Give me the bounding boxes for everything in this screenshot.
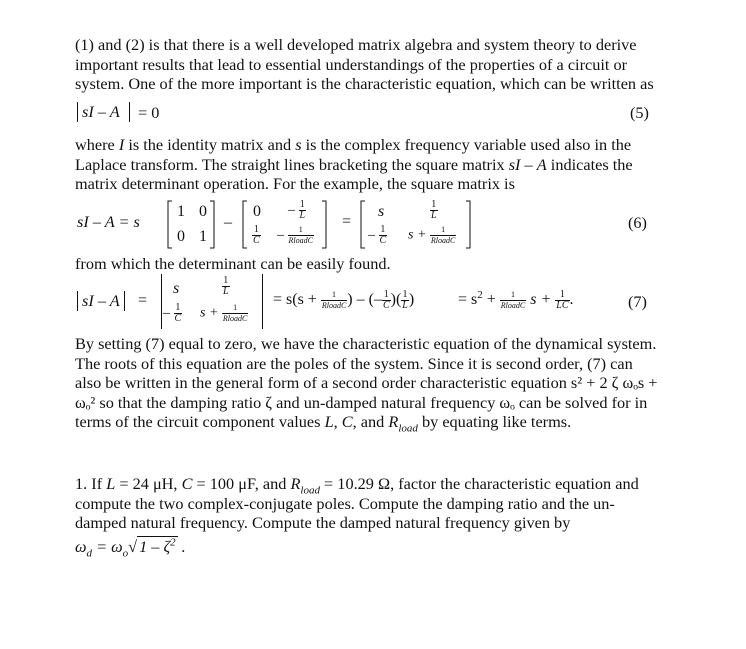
text: terms of the circuit component values: [75, 412, 325, 432]
math-var: C: [379, 235, 387, 246]
matrix-cell: [408, 225, 456, 246]
denominator: [430, 236, 456, 246]
eq5-rhs: = 0: [138, 103, 160, 122]
math-expr: s +: [408, 227, 427, 243]
text-line: also be written in the general form of a second order characteristic equation s² + 2 ζ ωₒs +: [75, 373, 658, 393]
denominator: [222, 314, 248, 324]
fraction: [174, 303, 183, 324]
numerator: 1: [380, 224, 386, 235]
numerator: 1: [223, 275, 229, 286]
text: 1. If: [75, 474, 107, 493]
denominator: [174, 314, 183, 324]
text-line: matrix determinant operation. For the example, the square matrix is: [75, 174, 515, 194]
math-expr: .: [177, 536, 186, 556]
sign: –: [288, 202, 295, 218]
math-var: RloadC: [430, 236, 456, 245]
sign: –: [163, 305, 170, 321]
denominator: [500, 301, 526, 311]
subscript: o: [122, 547, 129, 560]
fraction: [299, 200, 307, 221]
matrix-cell: [288, 200, 306, 221]
math-expr: = s(s +: [273, 291, 317, 309]
sign: –: [277, 227, 284, 243]
math-var: ω: [75, 536, 87, 556]
matrix-cell: [368, 225, 387, 246]
eq6-lhs: sI – A = s: [77, 212, 140, 231]
denominator: [222, 287, 230, 297]
subscript: d: [86, 547, 92, 560]
matrix-cell: 0: [199, 203, 207, 220]
text-line: [75, 412, 705, 435]
sign: –: [368, 227, 375, 243]
fraction: [500, 290, 526, 311]
math-var: R: [290, 474, 301, 493]
exponent: 2: [170, 536, 176, 549]
math-var: RloadC: [222, 314, 248, 323]
denominator: [321, 301, 347, 311]
numerator: 1: [431, 199, 437, 210]
text: ,: [333, 412, 342, 432]
text-line: important results that lead to essential understandings of the properties of a circuit or: [75, 54, 628, 74]
denominator: [299, 211, 307, 221]
matrix-cell: 1: [199, 228, 207, 245]
eq5-lhs: sI – A: [82, 102, 120, 121]
math-expr: ) – (–: [347, 291, 382, 309]
text: = 24 μH,: [115, 474, 182, 493]
numerator: 1: [430, 225, 456, 236]
text: by equating like terms.: [417, 412, 572, 432]
fraction: [379, 225, 388, 246]
math-var: RloadC: [500, 301, 526, 310]
math-var: RloadC: [321, 301, 347, 310]
damped-frequency-formula: [75, 536, 705, 560]
equals-sign: =: [138, 292, 148, 309]
matrix-cell: [252, 225, 261, 246]
text-line: damped natural frequency. Compute the damped natural frequency given by: [75, 513, 571, 533]
det-bar: [124, 291, 125, 311]
denominator: [252, 236, 261, 246]
math-var: L: [431, 210, 437, 221]
det-bar: [262, 274, 263, 329]
math-expr: = ω: [92, 536, 123, 556]
fraction: [382, 290, 391, 311]
math-var: A: [536, 154, 547, 174]
text-line: By setting (7) equal to zero, we have the characteristic equation of the dynamical system.: [75, 334, 657, 353]
text-line: compute the two complex-conjugate poles. Compute the damping ratio and the un-: [75, 493, 615, 513]
text: = 10.29 Ω, factor the characteristic equation and: [319, 474, 639, 493]
fraction: [430, 200, 438, 221]
denominator: [555, 301, 569, 311]
math-var: C: [181, 474, 193, 493]
math-expr: s +: [200, 305, 219, 321]
subscript: load: [398, 422, 418, 435]
text-line: [75, 474, 705, 497]
radicand: [137, 536, 178, 556]
math-expr: .: [569, 291, 574, 309]
paragraph-determinant: [75, 254, 705, 274]
math-var: s: [295, 135, 302, 154]
text: = 100 μF, and: [192, 474, 291, 493]
math-var: L: [299, 210, 306, 221]
det-bar: [77, 291, 78, 311]
eq6-number: (6): [628, 213, 647, 232]
fraction: [222, 303, 248, 324]
matrix-cell: [277, 225, 314, 246]
math-var: L: [223, 286, 229, 297]
eq5-number: (5): [630, 103, 649, 122]
math-expr: +: [482, 291, 496, 309]
det-bar: [161, 274, 162, 329]
math-expr: = s: [458, 291, 478, 309]
fraction: [222, 276, 230, 297]
det-cell: s: [173, 280, 180, 297]
fraction: [252, 225, 261, 246]
numerator: 1: [299, 199, 305, 210]
minus-sign: –: [224, 214, 232, 231]
math-var: LC: [556, 300, 569, 311]
fraction: [321, 290, 347, 311]
denominator: [430, 211, 438, 221]
text-line: from which the determinant can be easily found.: [75, 254, 391, 273]
numerator: 1: [402, 289, 408, 300]
text-line: ωₒ² so that the damping ratio ζ and un-damped natural frequency ωₒ can be solved for in: [75, 392, 648, 412]
math-expr: s +: [526, 291, 552, 309]
fraction: [288, 225, 314, 246]
math-var: RloadC: [288, 236, 313, 245]
text: where: [75, 135, 119, 154]
math-var: L: [402, 300, 408, 311]
denominator: [288, 236, 314, 246]
matrix-cell: s: [378, 203, 385, 220]
question-1: [75, 474, 705, 560]
numerator: 1: [222, 303, 248, 314]
numerator: 1: [555, 290, 569, 301]
math-var: C: [253, 235, 260, 246]
math-var: C: [341, 412, 353, 432]
numerator: 1: [175, 302, 181, 313]
fraction: [401, 290, 409, 311]
eq7-number: (7): [628, 292, 647, 311]
math-var: C: [174, 313, 182, 324]
text: indicates the: [546, 154, 633, 174]
denominator: [379, 236, 388, 246]
eq7-expansion: [273, 290, 414, 311]
math-expr: ): [408, 291, 415, 309]
math-var: L: [324, 412, 334, 432]
math-var: sI: [508, 154, 521, 174]
eq7-lhs: sI – A: [82, 291, 120, 310]
text-line: (1) and (2) is that there is a well developed matrix algebra and system theory to derive: [75, 35, 637, 54]
text: Laplace transform. The straight lines bracketing the square matrix: [75, 154, 509, 174]
text: is the identity matrix and: [124, 135, 296, 154]
math-expr: 1 – ζ: [139, 536, 171, 556]
text: –: [520, 154, 537, 174]
det-cell: [200, 303, 248, 324]
math-var: L: [106, 474, 116, 493]
numerator: 1: [500, 290, 526, 301]
paragraph-characteristic: [75, 334, 705, 435]
math-var: I: [118, 135, 125, 154]
matrix-cell: [430, 200, 438, 221]
eq7-polynomial: [458, 290, 574, 311]
math-var: R: [388, 412, 399, 432]
numerator: 1: [253, 224, 259, 235]
numerator: 1: [288, 225, 314, 236]
text-line: system. One of the more important is the characteristic equation, which can be written as: [75, 74, 654, 94]
matrix-cell: 1: [177, 203, 185, 220]
subscript: load: [300, 484, 320, 497]
denominator: [401, 301, 409, 311]
matrix-cell: 0: [253, 203, 261, 220]
text: is the complex frequency variable used also in the: [301, 135, 632, 154]
exponent: 2: [477, 288, 483, 301]
denominator: [382, 301, 391, 311]
numerator: 1: [383, 289, 389, 300]
text: , and: [352, 412, 389, 432]
equals-sign: =: [342, 213, 352, 230]
fraction: [555, 290, 569, 311]
fraction: [430, 225, 456, 246]
sqrt-icon: √: [128, 536, 138, 556]
text-line: The roots of this equation are the poles of the system. Since it is second order, (7) can: [75, 353, 633, 373]
matrix-cell: 0: [177, 228, 185, 245]
det-cell: [222, 276, 230, 297]
math-expr: )(: [390, 291, 402, 309]
math-var: C: [382, 300, 390, 311]
numerator: 1: [321, 290, 347, 301]
det-cell: [163, 303, 182, 324]
